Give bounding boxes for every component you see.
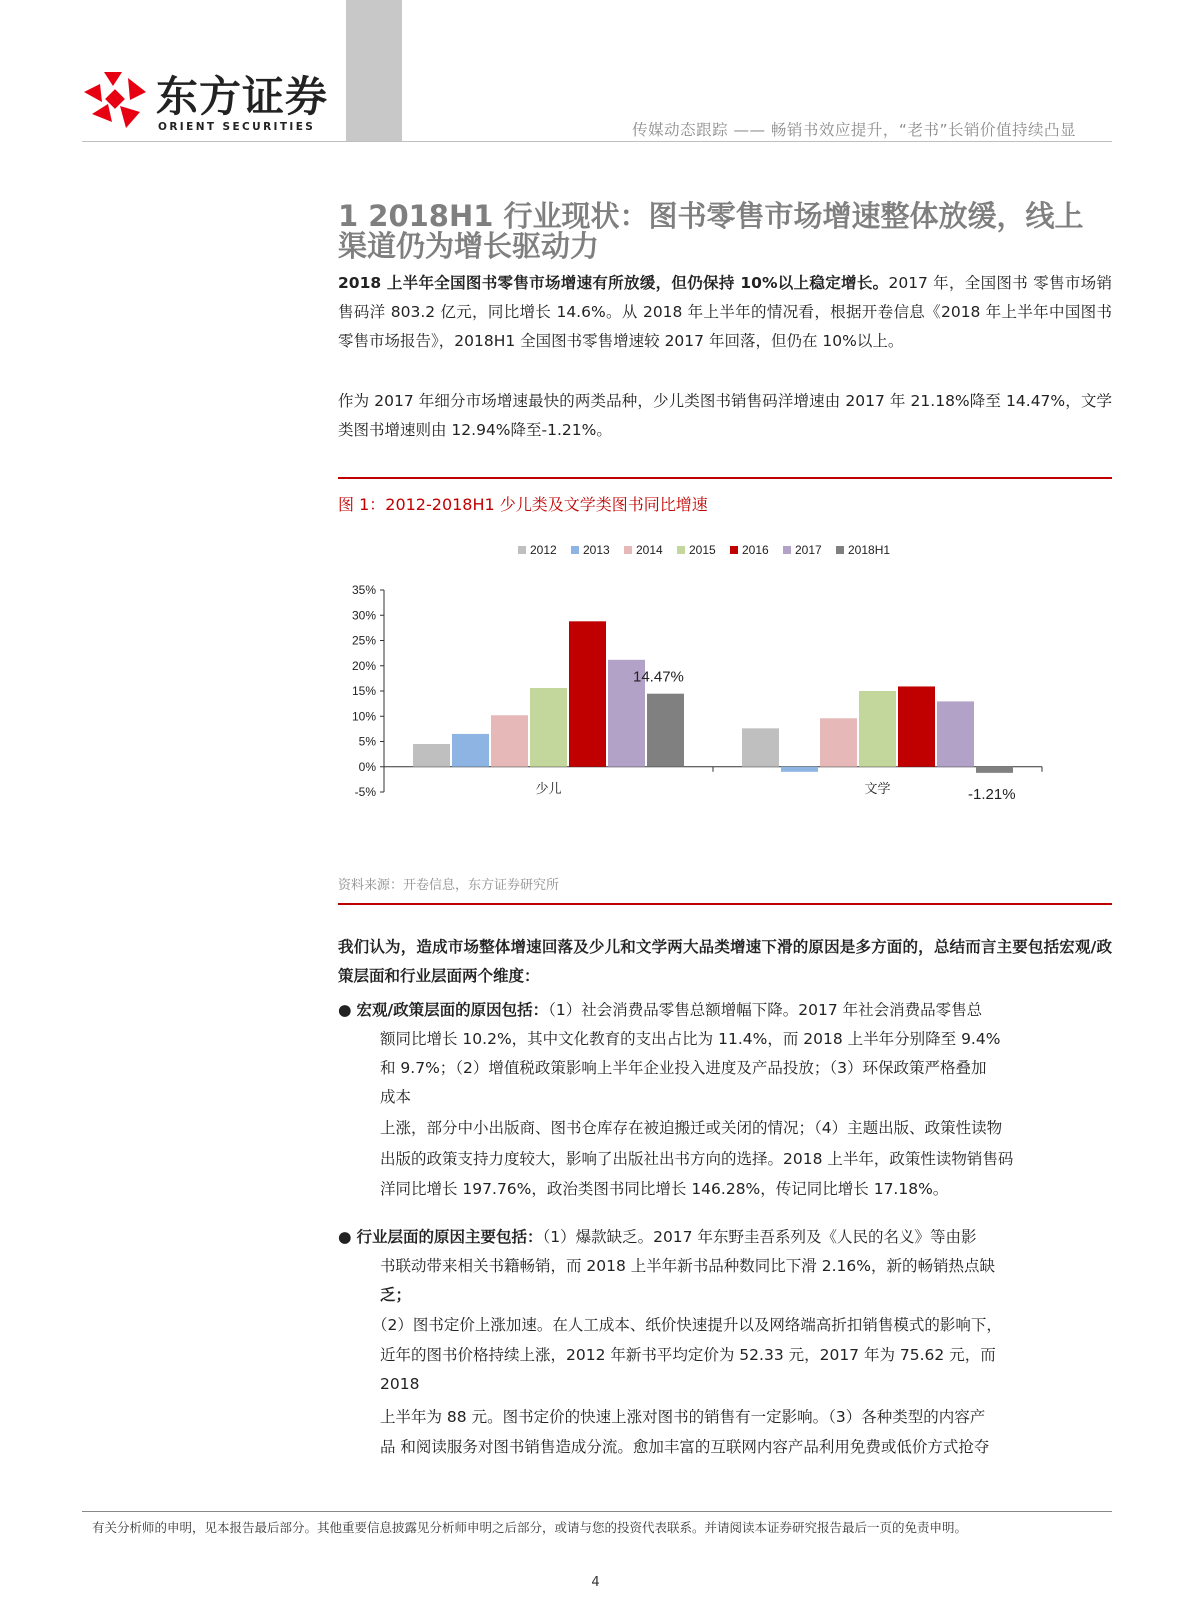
- y-tick-label: 25%: [351, 633, 376, 648]
- legend-swatch-2018H1: [836, 546, 844, 554]
- y-tick-label: 10%: [351, 709, 376, 724]
- bullet-macro-line2: 额同比增长 10.2%，其中文化教育的支出占比为 11.4%，而 2018 上半年分别降至 9.4%: [380, 1030, 1001, 1048]
- figure-source: 资料来源：开卷信息，东方证券研究所: [338, 878, 560, 893]
- x-category-label: 文学: [864, 780, 891, 796]
- bullet-industry-line7: 上半年为 88 元。图书定价的快速上涨对图书的销售有一定影响。（3）各种类型的内容产: [380, 1408, 986, 1426]
- legend-swatch-2013: [571, 546, 579, 554]
- logo-chinese-name: 东方证券: [156, 72, 329, 121]
- bar-少儿-2012: [413, 744, 450, 767]
- bullet-macro: [338, 996, 1112, 1025]
- figure-bottom-rule: [338, 903, 1112, 905]
- paragraph-1-body: 2017 年，全国图书 零售市场销售码洋 803.2 亿元，同比增长 14.6%。从 2018 年上半年的情况看，根据开卷信息《2018 年上半年中国图书零售市场报告》，2018H1 全国图书零售增速较 2017 年回落，但仍在 10%以上。: [338, 274, 1112, 350]
- y-tick-label: 20%: [351, 658, 376, 673]
- paragraph-3: 我们认为，造成市场整体增速回落及少儿和文学两大品类增速下滑的原因是多方面的，总结而言主要包括宏观/政策层面和行业层面两个维度：: [338, 938, 1112, 985]
- figure-title: 图 1：2012-2018H1 少儿类及文学类图书同比增速: [338, 495, 708, 514]
- legend-label-2017: 2017: [795, 543, 822, 557]
- bullet-industry-line1: （1）爆款缺乏。2017 年东野圭吾系列及《人民的名义》等由影: [542, 1228, 977, 1246]
- annotation-wenxue-2018h1: -1.21%: [968, 785, 1016, 803]
- bullet-industry-line2: 书联动带来相关书籍畅销，而 2018 上半年新书品种数同比下滑 2.16%，新的畅销热点缺: [380, 1257, 995, 1275]
- bullet-industry: [338, 1223, 1112, 1252]
- x-category-label: 少儿: [535, 780, 562, 796]
- bullet-industry-line8: 品 和阅读服务对图书销售造成分流。愈加丰富的互联网内容产品利用免费或低价方式抢夺: [380, 1438, 990, 1456]
- chart-bars: [413, 621, 1013, 773]
- legend-label-2015: 2015: [689, 543, 716, 557]
- bar-文学-2013: [781, 767, 818, 772]
- legend-label-2012: 2012: [530, 543, 557, 557]
- bar-少儿-2015: [530, 688, 567, 767]
- bullet-macro-line6: 出版的政策支持力度较大，影响了出版社出书方向的选择。2018 上半年，政策性读物销售码: [380, 1150, 1014, 1168]
- bullet-macro-line3: 和 9.7%；（2）增值税政策影响上半年企业投入进度及产品投放；（3）环保政策严格叠加: [380, 1059, 987, 1077]
- y-tick-label: 0%: [358, 759, 376, 774]
- page-number: 4: [591, 1575, 600, 1590]
- chart-legend: [518, 543, 890, 557]
- legend-swatch-2014: [624, 546, 632, 554]
- legend-label-2018H1: 2018H1: [848, 543, 891, 557]
- report-title: 传媒动态跟踪 —— 畅销书效应提升，“老书”长销价值持续凸显: [632, 121, 1076, 139]
- bullet-dot: ●: [338, 1228, 357, 1246]
- y-tick-label: 35%: [351, 583, 376, 597]
- bar-文学-2015: [859, 691, 896, 767]
- y-tick-label: -5%: [354, 785, 376, 799]
- bullet-industry-lead: 行业层面的原因主要包括：: [356, 1228, 543, 1246]
- y-tick-label: 15%: [351, 684, 376, 698]
- section-title: 1 2018H1 行业现状：图书零售市场增速整体放缓，线上渠道仍为增长驱动力: [338, 199, 1084, 263]
- bullet-industry-line4: （2）图书定价上涨加速。在人工成本、纸价快速提升以及网络端高折扣销售模式的影响下，: [372, 1316, 1002, 1334]
- bar-文学-2016: [898, 686, 935, 766]
- annotation-shaoer-2018h1: 14.47%: [633, 668, 684, 686]
- bar-文学-2018H1: [976, 767, 1013, 773]
- paragraph-1-lead: 2018 上半年全国图书零售市场增速有所放缓，但仍保持 10%以上稳定增长。: [338, 274, 889, 292]
- bullet-industry-line3: 乏；: [380, 1286, 412, 1304]
- bullet-industry-line5: 近年的图书价格持续上涨，2012 年新书平均定价为 52.33 元，2017 年为 75.62 元，而: [380, 1346, 996, 1364]
- header-gray-bar: [346, 0, 402, 141]
- bullet-macro-line1: （1）社会消费品零售总额增幅下降。2017 年社会消费品零售总: [548, 1001, 983, 1019]
- legend-label-2013: 2013: [583, 543, 610, 557]
- legend-swatch-2015: [677, 546, 685, 554]
- bullet-industry-line6: 2018: [380, 1375, 420, 1393]
- y-tick-label: 30%: [351, 608, 376, 623]
- orient-logo-icon: [82, 70, 148, 132]
- legend-swatch-2012: [518, 546, 526, 554]
- paragraph-2: 作为 2017 年细分市场增速最快的两类品种，少儿类图书销售码洋增速由 2017 年 21.18%降至 14.47%，文学类图书增速则由 12.94%降至-1.21%。: [338, 392, 1112, 439]
- growth-bar-chart: [338, 530, 1078, 830]
- bullet-macro-line7: 洋同比增长 197.76%，政治类图书同比增长 146.28%，传记同比增长 17.18%。: [380, 1180, 949, 1198]
- bar-文学-2014: [820, 718, 857, 766]
- bar-文学-2012: [742, 728, 779, 766]
- bullet-macro-line4: 成本: [380, 1088, 412, 1106]
- bar-少儿-2014: [491, 715, 528, 767]
- legend-label-2016: 2016: [742, 543, 769, 557]
- figure-top-rule: [338, 477, 1112, 479]
- footer-divider: [82, 1511, 1112, 1512]
- bar-文学-2017: [937, 701, 974, 766]
- header-divider: [82, 141, 1112, 142]
- y-tick-label: 5%: [358, 734, 376, 749]
- bullet-dot: ●: [338, 1001, 357, 1019]
- bar-少儿-2016: [569, 621, 606, 766]
- bullet-macro-line5: 上涨，部分中小出版商、图书仓库存在被迫搬迁或关闭的情况；（4）主题出版、政策性读物: [380, 1119, 1003, 1137]
- legend-swatch-2016: [730, 546, 738, 554]
- legend-swatch-2017: [783, 546, 791, 554]
- bullet-macro-lead: 宏观/政策层面的原因包括：: [356, 1001, 549, 1019]
- footer-disclaimer: 有关分析师的申明，见本报告最后部分。其他重要信息披露见分析师申明之后部分，或请与您的投资代表联系。并请阅读本证券研究报告最后一页的免责申明。: [92, 1520, 968, 1535]
- bar-少儿-2018H1: [647, 694, 684, 767]
- paragraph-1: [338, 269, 1112, 356]
- legend-label-2014: 2014: [636, 543, 663, 557]
- bar-少儿-2013: [452, 734, 489, 767]
- logo-english-name: ORIENT SECURITIES: [158, 121, 316, 133]
